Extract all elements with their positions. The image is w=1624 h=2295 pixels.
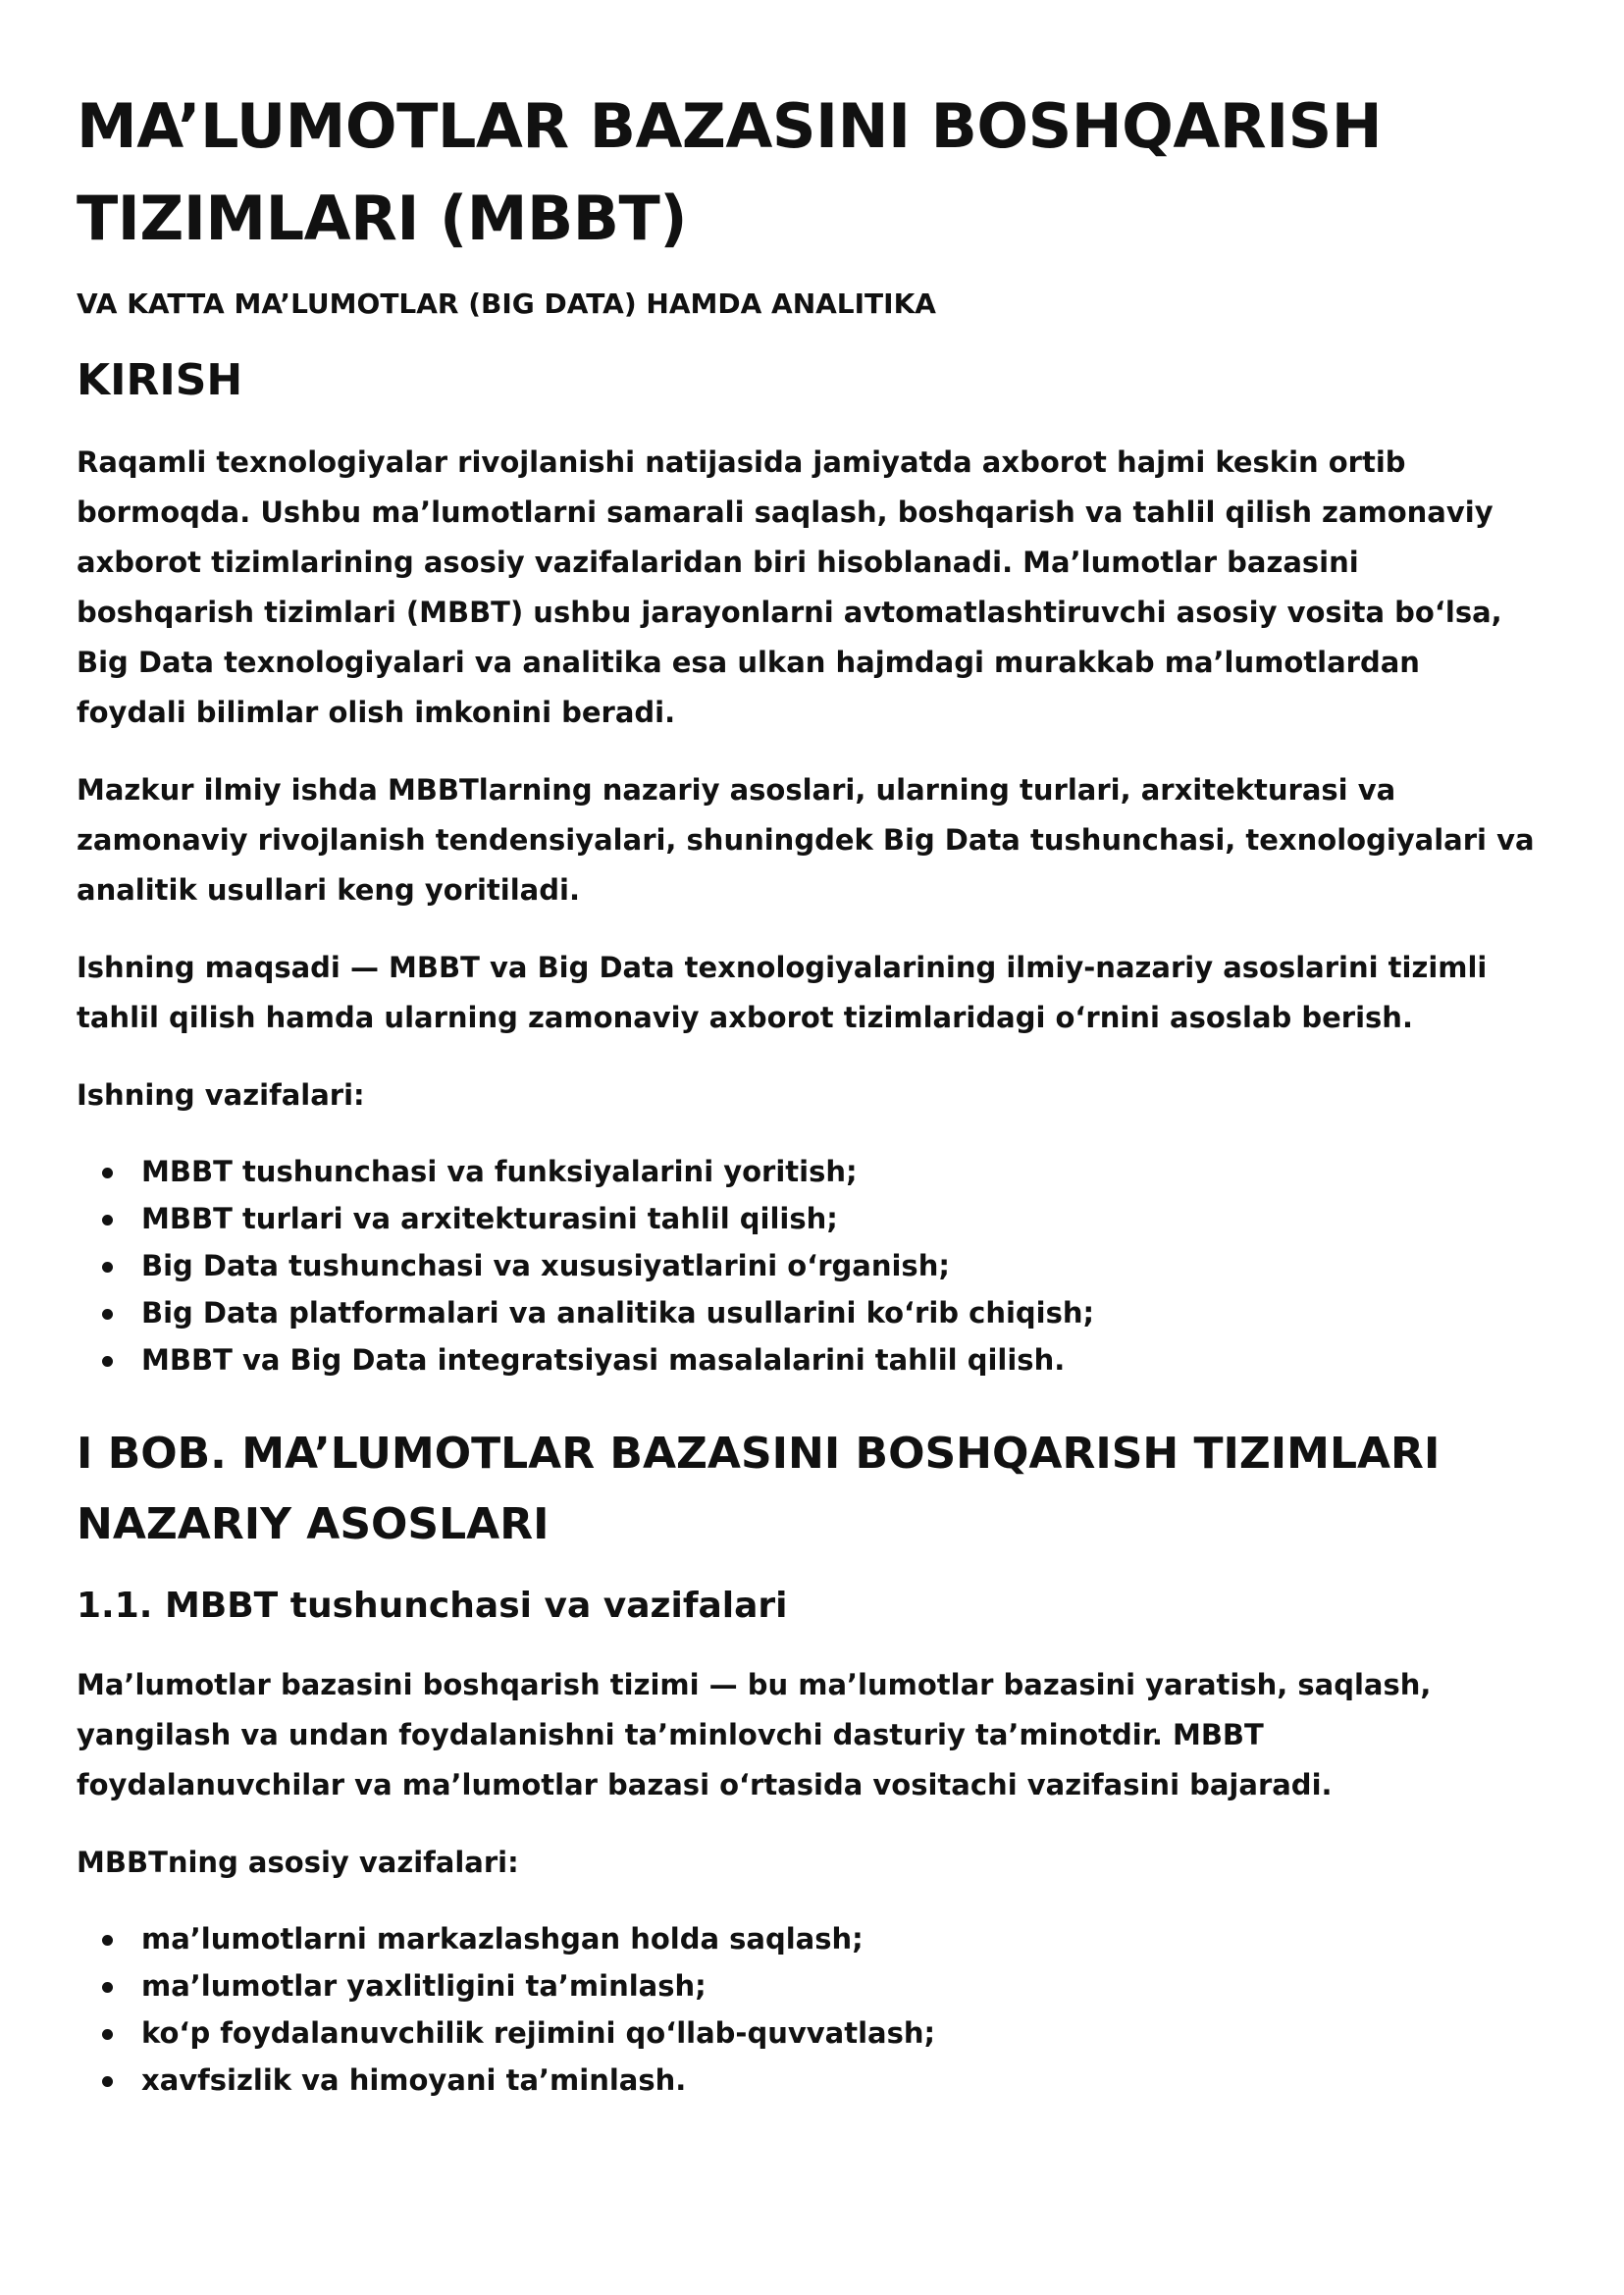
intro-paragraph-2: Mazkur ilmiy ishda MBBTlarning nazariy asoslari, ularning turlari, arxitekturasi va zamonaviy rivojlanish tendensiyalari, shuningdek Big Data tushunchasi, texnologiyalari va analitik usullari keng yoritiladi. — [77, 773, 1535, 907]
list-item — [141, 1915, 1539, 1962]
intro-paragraph-3: Ishning maqsadi — MBBT va Big Data texnologiyalarining ilmiy-nazariy asoslarini tizimli tahlil qilish hamda ularning zamonaviy axborot tizimlaridagi o‘rnini asoslab berish. — [77, 951, 1488, 1034]
bullet-icon — [102, 2029, 113, 2040]
list-item — [141, 1195, 1539, 1242]
bullet-icon — [102, 1215, 113, 1226]
bullet-icon — [102, 1356, 113, 1367]
document-title: MA’LUMOTLAR BAZASINI BOSHQARISH TIZIMLARI (MBBT) — [77, 90, 1383, 254]
list-item — [141, 1962, 1539, 2009]
functions-label: MBBTning asosiy vazifalari: — [77, 1846, 519, 1879]
list-item — [141, 1336, 1539, 1383]
list-item — [141, 2009, 1539, 2057]
tasks-list — [77, 1148, 1539, 1383]
list-item-text: ma’lumotlarni markazlashgan holda saqlash; — [141, 1922, 864, 1956]
list-item-text: xavfsizlik va himoyani ta’minlash. — [141, 2063, 687, 2097]
functions-list — [77, 1915, 1539, 2104]
list-item-text: Big Data tushunchasi va xususiyatlarini o‘rganish; — [141, 1249, 950, 1282]
document-page — [77, 80, 1539, 2104]
bullet-icon — [102, 1262, 113, 1273]
section-paragraph: Ma’lumotlar bazasini boshqarish tizimi — bu ma’lumotlar bazasini yaratish, saqlash, yangilash va undan foydalanishni ta’minlovchi dasturiy ta’minotdir. MBBT foydalanuvchilar va ma’lumotlar bazasi o‘rtasida vositachi vazifasini bajaradi. — [77, 1668, 1432, 1801]
list-item — [141, 1148, 1539, 1195]
list-item-text: MBBT va Big Data integratsiyasi masalalarini tahlil qilish. — [141, 1343, 1066, 1377]
bullet-icon — [102, 1168, 113, 1178]
list-item-text: ma’lumotlar yaxlitligini ta’minlash; — [141, 1969, 707, 2003]
list-item — [141, 1289, 1539, 1336]
list-item — [141, 1242, 1539, 1289]
list-item-text: MBBT turlari va arxitekturasini tahlil qilish; — [141, 1202, 838, 1235]
list-item-text: MBBT tushunchasi va funksiyalarini yoritish; — [141, 1155, 858, 1188]
list-item — [141, 2057, 1539, 2104]
intro-heading: KIRISH — [77, 355, 243, 405]
document-subtitle: VA KATTA MA’LUMOTLAR (BIG DATA) HAMDA ANALITIKA — [77, 287, 936, 320]
intro-paragraph-1: Raqamli texnologiyalar rivojlanishi natijasida jamiyatda axborot hajmi keskin ortib bormoqda. Ushbu ma’lumotlarni samarali saqlash, boshqarish va tahlil qilish zamonaviy axborot tizimlarining asosiy vazifalaridan biri hisoblanadi. Ma’lumotlar bazasini boshqarish tizimlari (MBBT) ushbu jarayonlarni avtomatlashtiruvchi asosiy vosita bo‘lsa, Big Data texnologiyalari va analitika esa ulkan hajmdagi murakkab ma’lumotlardan foydali bilimlar olish imkonini beradi. — [77, 445, 1502, 729]
bullet-icon — [102, 2076, 113, 2087]
section-heading: 1.1. MBBT tushunchasi va vazifalari — [77, 1586, 788, 1626]
list-item-text: ko‘p foydalanuvchilik rejimini qo‘llab-quvvatlash; — [141, 2016, 936, 2050]
bullet-icon — [102, 1935, 113, 1946]
bullet-icon — [102, 1309, 113, 1320]
list-item-text: Big Data platformalari va analitika usullarini ko‘rib chiqish; — [141, 1296, 1095, 1330]
tasks-label: Ishning vazifalari: — [77, 1078, 365, 1112]
chapter-heading: I BOB. MA’LUMOTLAR BAZASINI BOSHQARISH TIZIMLARI NAZARIY ASOSLARI — [77, 1429, 1441, 1549]
bullet-icon — [102, 1982, 113, 1993]
